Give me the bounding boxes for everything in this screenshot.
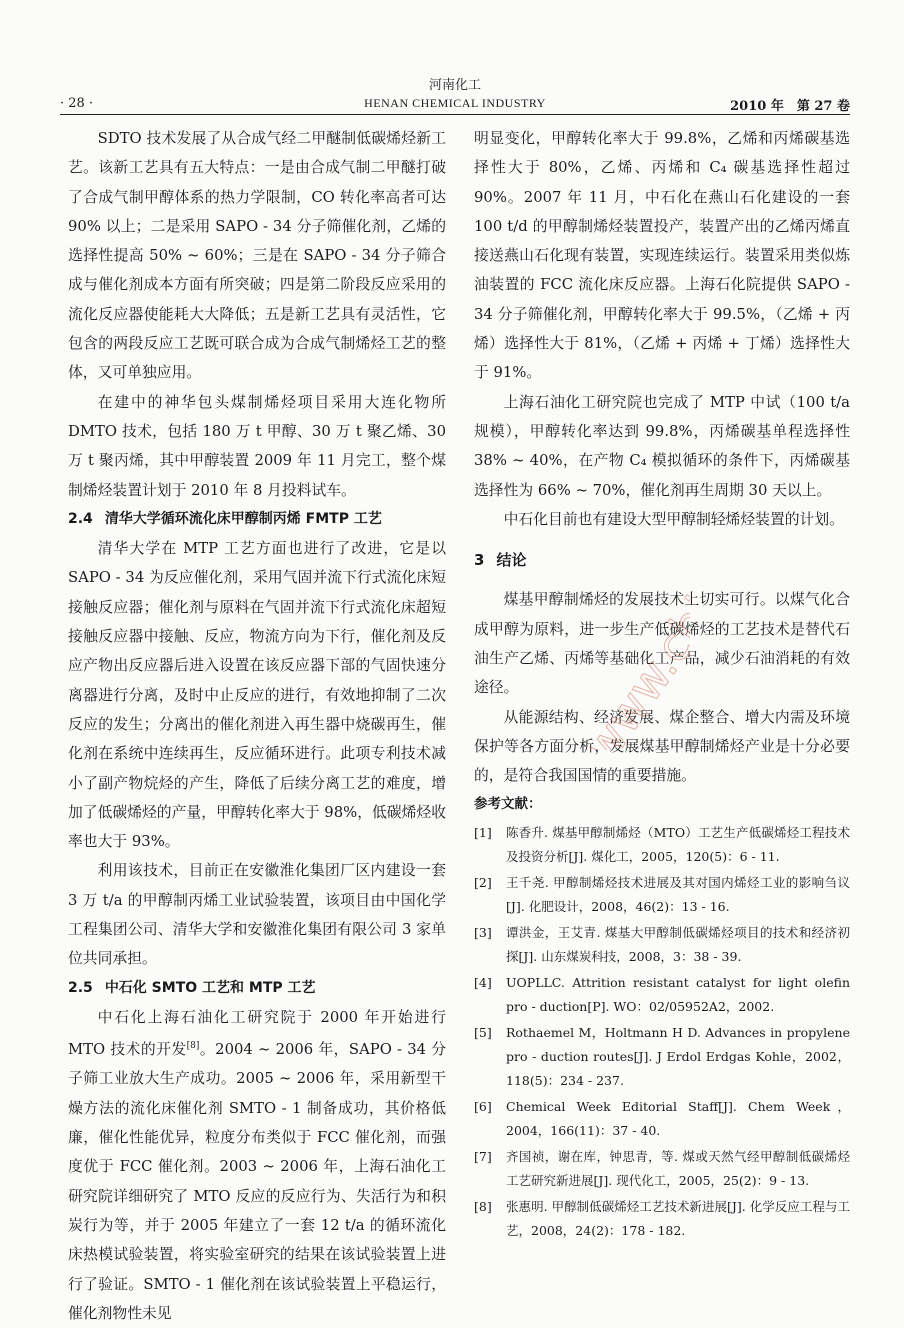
reference-number: [6] bbox=[474, 1098, 492, 1114]
section-title: 结论 bbox=[496, 551, 527, 570]
section-number: 3 bbox=[474, 551, 485, 570]
reference-item bbox=[474, 1145, 850, 1193]
paragraph: 在建中的神华包头煤制烯烃项目采用大连化物所 DMTO 技术，包括 180 万 t 甲醇、30 万 t 聚乙烯、30 万 t 聚丙烯，其中甲醇装置 2009 年 11 月完工，整个煤制烯烃装置计划于 2010 年 8 月投料试车。 bbox=[68, 393, 446, 499]
paragraph: 上海石油化工研究院也完成了 MTP 中试（100 t/a 规模），甲醇转化率达到 99.8%，丙烯碳基单程选择性 38% ~ 40%，在产物 C₄ 模拟循环的条件下，丙烯碳基选择性为 66% ~ 70%，催化剂再生周期 30 天以上。 bbox=[474, 393, 850, 499]
paragraph-text: 。2004 ~ 2006 年，SAPO - 34 分子筛工业放大生产成功。2005 ~ 2006 年，采用新型干燥方法的流化床催化剂 SMTO - 1 制备成功，其价格低廉，催化性能优异，粒度分布类似于 FCC 催化剂，而强度优于 FCC 催化剂。2003 ~ 2006 年，上海石油化工研究院详细研究了 MTO 反应的反应行为、失活行为和积炭行为等，并于 2005 年建立了一套 12 t/a 的循环流化床热模试验装置，将实验室研究的结果在该试验装置上进行了验证。SMTO - 1 催化剂在该试验装置上平稳运行，催化剂物性未见 bbox=[68, 1041, 446, 1322]
citation-link[interactable]: [8] bbox=[186, 1041, 200, 1052]
paragraph bbox=[68, 1003, 446, 1328]
reference-text: Chemical Week Editorial Staff[J]. Chem Week，2004，166(11)：37 - 40. bbox=[506, 1098, 850, 1138]
section-title: 中石化 SMTO 工艺和 MTP 工艺 bbox=[104, 979, 316, 996]
reference-text: 齐国祯，谢在库，钟思青，等. 煤或天然气经甲醇制低碳烯烃工艺研究新进展[J]. 现代化工，2005，25(2)：9 - 13. bbox=[506, 1148, 850, 1188]
reference-number: [1] bbox=[474, 824, 492, 840]
reference-number: [4] bbox=[474, 974, 492, 990]
issue-label: 2010 年 第 27 卷 bbox=[730, 99, 850, 114]
section-number: 2.4 bbox=[68, 510, 93, 527]
paragraph: 利用该技术，目前正在安徽淮化集团厂区内建设一套 3 万 t/a 的甲醇制丙烯工业试验装置，该项目由中国化学工程集团公司、清华大学和安徽淮化集团有限公司 3 家单位共同承担。 bbox=[68, 862, 446, 968]
paragraph: 明显变化，甲醇转化率大于 99.8%，乙烯和丙烯碳基选择性大于 80%，乙烯、丙烯和 C₄ 碳基选择性超过 90%。2007 年 11 月，中石化在燕山石化建设的一套 100 t/d 的甲醇制烯烃装置投产，装置产出的乙烯丙烯直接送燕山石化现有装置，实现连续运行。装置采用类似炼油装置的 FCC 流化床反应器。上海石化院提供 SAPO - 34 分子筛催化剂，甲醇转化率大于 99.5%，（乙烯 + 丙烯）选择性大于 81%，（乙烯 + 丙烯 + 丁烯）选择性大于 91%。 bbox=[474, 130, 850, 382]
reference-text: UOPLLC. Attrition resistant catalyst for light olefin pro - duction[P]. WO：02/05952A2，2002. bbox=[506, 974, 850, 1014]
section-heading-2-5 bbox=[68, 974, 446, 1003]
paragraph: 煤基甲醇制烯烃的发展技术上切实可行。以煤气化合成甲醇为原料，进一步生产低碳烯烃的工艺技术是替代石油生产乙烯、丙烯等基础化工产品，减少石油消耗的有效途径。 bbox=[474, 591, 850, 697]
reference-number: [2] bbox=[474, 874, 492, 890]
section-heading-2-4 bbox=[68, 505, 446, 534]
section-title: 清华大学循环流化床甲醇制丙烯 FMTP 工艺 bbox=[104, 510, 382, 527]
reference-item bbox=[474, 1095, 850, 1143]
reference-number: [5] bbox=[474, 1024, 492, 1040]
reference-number: [3] bbox=[474, 924, 492, 940]
reference-number: [8] bbox=[474, 1198, 492, 1214]
paragraph: 清华大学在 MTP 工艺方面也进行了改进，它是以 SAPO - 34 为反应催化剂，采用气固并流下行式流化床短接触反应器；催化剂与原料在气固并流下行式流化床超短接触反应器中接触、反应，物流方向为下行，催化剂及反应产物出反应器后进入设置在该反应器下部的气固快速分离器进行分离，及时中止反应的进行，有效地抑制了二次反应的发生；分离出的催化剂进入再生器中烧碳再生，催化剂在系统中连续再生，反应循环进行。此项专利技术减小了副产物烷烃的产生，降低了后续分离工艺的难度，增加了低碳烯烃的产量，甲醇转化率大于 98%，低碳烯烃收率也大于 93%。 bbox=[68, 540, 446, 851]
paragraph-text: 中石化上海石油化工研究院于 2000 年开始进行 MTO 技术的开发 bbox=[68, 1008, 446, 1059]
page-number: · 28 · bbox=[60, 96, 94, 111]
page-header bbox=[60, 74, 850, 114]
header-rule bbox=[60, 114, 850, 115]
right-column bbox=[474, 124, 850, 1245]
reference-item bbox=[474, 921, 850, 969]
reference-item bbox=[474, 871, 850, 919]
journal-title-en: HENAN CHEMICAL INDUSTRY bbox=[364, 96, 546, 110]
section-number: 2.5 bbox=[68, 979, 93, 996]
paragraph: SDTO 技术发展了从合成气经二甲醚制低碳烯烃新工艺。该新工艺具有五大特点：一是由合成气制二甲醚打破了合成气制甲醇体系的热力学限制，CO 转化率高者可达 90% 以上；二是采用 SAPO - 34 分子筛催化剂，乙烯的选择性提高 50% ~ 60%；三是在 SAPO - 34 分子筛合成与催化剂成本方面有所突破；四是第二阶段反应采用的流化反应器使能耗大大降低；五是新工艺具有灵活性，它包含的两段反应工艺既可联合成为合成气制烯烃工艺的整体，又可单独应用。 bbox=[68, 130, 446, 382]
reference-item bbox=[474, 1195, 850, 1243]
paragraph: 中石化目前也有建设大型甲醇制轻烯烃装置的计划。 bbox=[503, 510, 844, 528]
reference-item bbox=[474, 971, 850, 1019]
left-column bbox=[68, 124, 446, 1328]
section-heading-3 bbox=[474, 546, 850, 575]
reference-text: Rothaemel M，Holtmann H D. Advances in propylene pro - duction routes[J]. J Erdol Erdgas Kohle，2002，118(5)：234 - 237. bbox=[506, 1024, 850, 1088]
references-heading: 参考文献： bbox=[474, 795, 542, 812]
paragraph: 从能源结构、经济发展、煤企整合、增大内需及环境保护等各方面分析，发展煤基甲醇制烯烃产业是十分必要的，是符合我国国情的重要措施。 bbox=[474, 708, 850, 785]
reference-number: [7] bbox=[474, 1148, 492, 1164]
reference-item bbox=[474, 821, 850, 869]
reference-list bbox=[474, 821, 850, 1243]
reference-item bbox=[474, 1021, 850, 1093]
journal-title-cn: 河南化工 bbox=[428, 78, 481, 93]
reference-text: 张惠明. 甲醇制低碳烯烃工艺技术新进展[J]. 化学反应工程与工艺，2008，24(2)：178 - 182. bbox=[506, 1198, 850, 1238]
reference-text: 谭洪金，王艾青. 煤基大甲醇制低碳烯烃项目的技术和经济初探[J]. 山东煤炭科技，2008，3：38 - 39. bbox=[506, 924, 850, 964]
watermark-text: www.chinahgz.com bbox=[573, 500, 690, 750]
reference-text: 陈香升. 煤基甲醇制烯烃（MTO）工艺生产低碳烯烃工程技术及投资分析[J]. 煤化工，2005，120(5)：6 - 11. bbox=[506, 824, 850, 864]
reference-text: 王千尧. 甲醇制烯烃技术进展及其对国内烯烃工业的影响刍议[J]. 化肥设计，2008，46(2)：13 - 16. bbox=[506, 874, 850, 914]
